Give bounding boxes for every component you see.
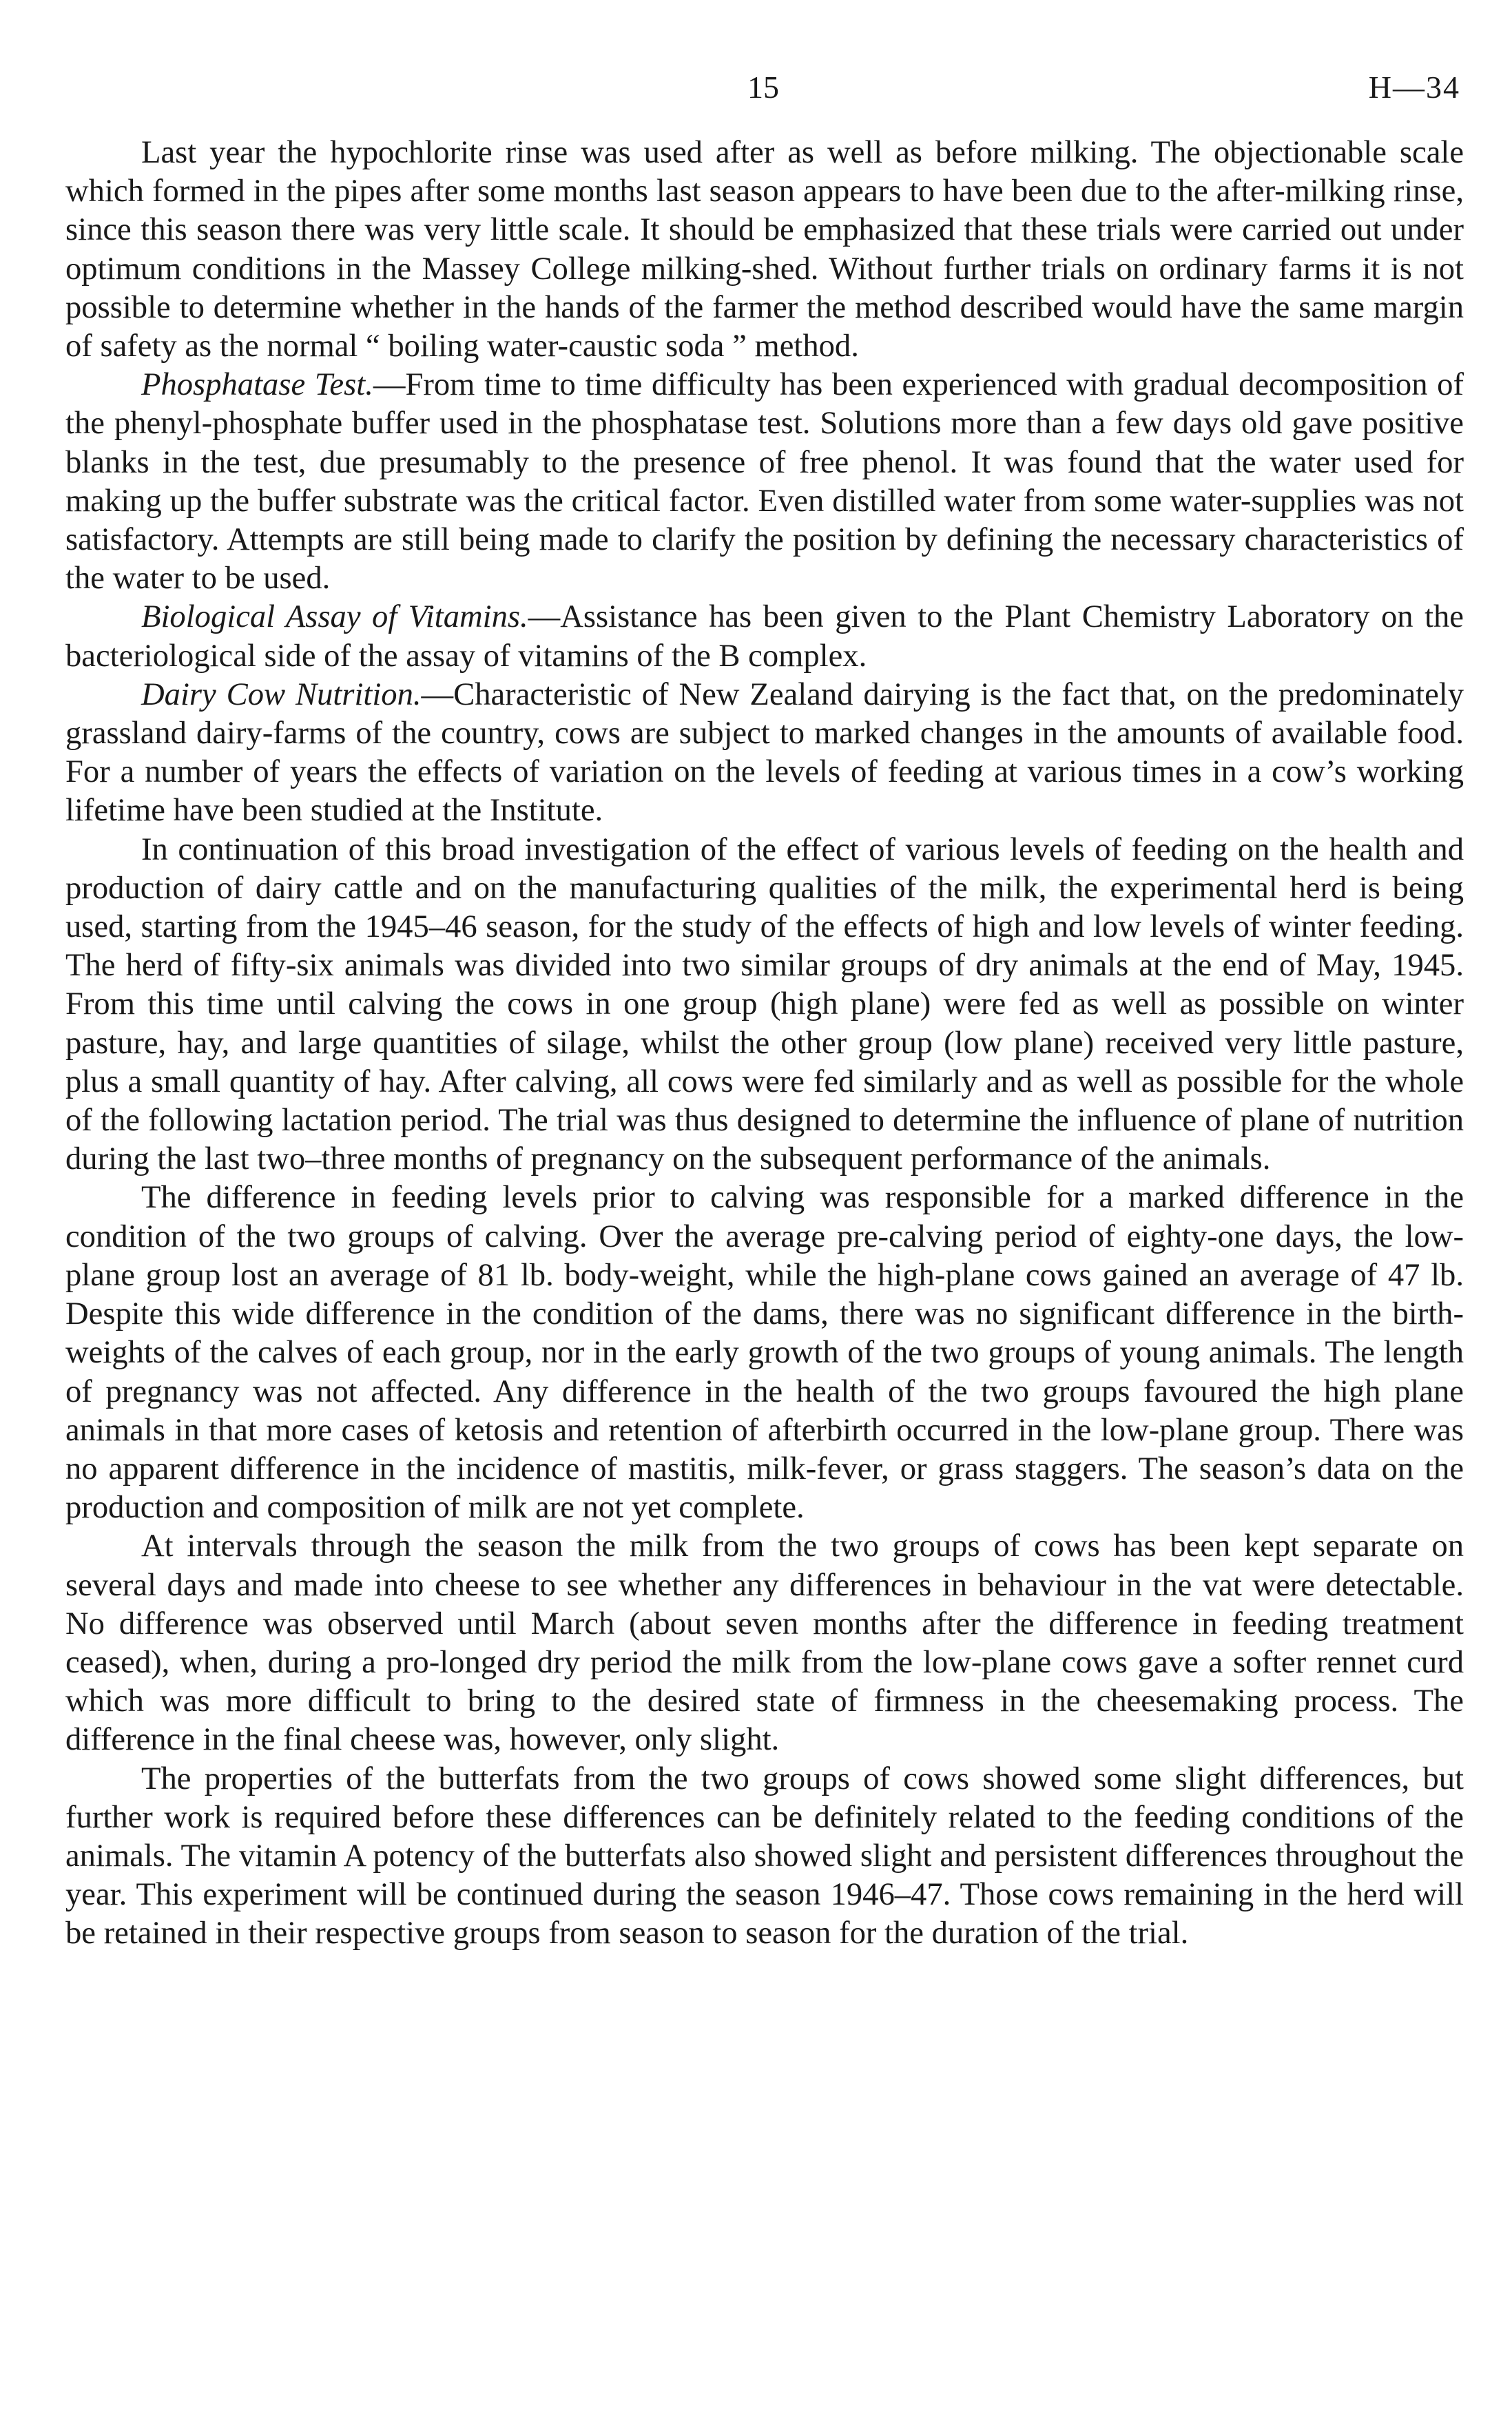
- paragraph-text: —Assistance has been given to the Plant Chemistry Laboratory on the bacteriological side of the assay of vitamins of the B complex.: [65, 599, 1464, 674]
- page-header: [0, 69, 1512, 117]
- paragraph-cheese-trials: [65, 1526, 1464, 1759]
- paragraph-text: The difference in feeding levels prior to calving was responsible for a marked difference in the condition of the two groups of calving. Over the average pre-calving period of eighty-one days, the low-plane group lost an average of 81 lb. body-weight, while the high-plane cows gained an average of 47 lb. Despite this wide difference in the condition of the dams, there was no significant difference in the birth-weights of the calves of each group, nor in the early growth of the two groups of young animals. The length of pregnancy was not affected. Any difference in the health of the two groups favoured the high plane animals in that more cases of ketosis and retention of afterbirth occurred in the low-plane group. There was no apparent difference in the incidence of mastitis, milk-fever, or grass staggers. The season’s data on the production and composition of milk are not yet complete.: [65, 1179, 1464, 1526]
- paragraph-heading: Biological Assay of Vitamins.: [141, 599, 528, 635]
- paragraph-text: The properties of the butterfats from the two groups of cows showed some slight differences, but further work is required before these differences can be definitely related to the feeding conditions of the animals. The vitamin A potency of the butterfats also showed slight and persistent differences throughout the year. This experiment will be continued during the season 1946–47. Those cows remaining in the herd will be retained in their respective groups from season to season for the duration of the trial.: [65, 1760, 1464, 1951]
- paragraph-text: Last year the hypochlorite rinse was used after as well as before milking. The objectionable scale which formed in the pipes after some months last season appears to have been due to the after-milking rinse, since this season there was very little scale. It should be emphasized that these trials were carried out under optimum conditions in the Massey College milking-shed. Without further trials on ordinary farms it is not possible to determine whether in the hands of the farmer the method described would have the same margin of safety as the normal “ boiling water-caustic soda ” method.: [65, 134, 1464, 364]
- paragraph-text: In continuation of this broad investigation of the effect of various levels of feeding on the health and production of dairy cattle and on the manufacturing qualities of the milk, the experimental herd is being used, starting from the 1945–46 season, for the study of the effects of high and low levels of winter feeding. The herd of fifty-six animals was divided into two similar groups of dry animals at the end of May, 1945. From this time until calving the cows in one group (high plane) were fed as well as possible on winter pasture, hay, and large quantities of silage, whilst the other group (low plane) received very little pasture, plus a small quantity of hay. After calving, all cows were fed similarly and as well as possible for the whole of the following lactation period. The trial was thus designed to determine the influence of plane of nutrition during the last two–three months of pregnancy on the subsequent performance of the animals.: [65, 831, 1464, 1177]
- document-reference: H—34: [1368, 70, 1460, 105]
- paragraph-biological-assay: [65, 597, 1464, 674]
- paragraph-text: —From time to time difficulty has been experienced with gradual decomposition of the phenyl-phosphate buffer used in the phosphatase test. Solutions more than a few days old gave positive blanks in the test, due presumably to the presence of free phenol. It was found that the water used for making up the buffer substrate was the critical factor. Even distilled water from some water-supplies was not satisfactory. Attempts are still being made to clarify the position by defining the necessary characteristics of the water to be used.: [65, 366, 1464, 597]
- paragraph-heading: Dairy Cow Nutrition.: [141, 676, 422, 712]
- body-text: [65, 133, 1464, 1953]
- paragraph-feeding-trial: [65, 830, 1464, 1179]
- paragraph-hypochlorite-rinse: [65, 133, 1464, 365]
- paragraph-heading: Phosphatase Test.: [141, 366, 373, 403]
- paragraph-phosphatase-test: [65, 365, 1464, 597]
- paragraph-feeding-difference: [65, 1178, 1464, 1526]
- page-number: 15: [747, 70, 779, 105]
- paragraph-text: —Characteristic of New Zealand dairying is the fact that, on the predominately grassland dairy-farms of the country, cows are subject to marked changes in the amounts of available food. For a number of years the effects of variation on the levels of feeding at various times in a cow’s working lifetime have been studied at the Institute.: [65, 676, 1464, 829]
- paragraph-butterfat-properties: [65, 1759, 1464, 1953]
- paragraph-text: At intervals through the season the milk from the two groups of cows has been kept separate on several days and made into cheese to see whether any differences in behaviour in the vat were detectable. No difference was observed until March (about seven months after the difference in feeding treatment ceased), when, during a pro-longed dry period the milk from the low-plane cows gave a softer rennet curd which was more difficult to bring to the desired state of firmness in the cheesemaking process. The difference in the final cheese was, however, only slight.: [65, 1528, 1464, 1758]
- paragraph-dairy-cow-nutrition: [65, 675, 1464, 830]
